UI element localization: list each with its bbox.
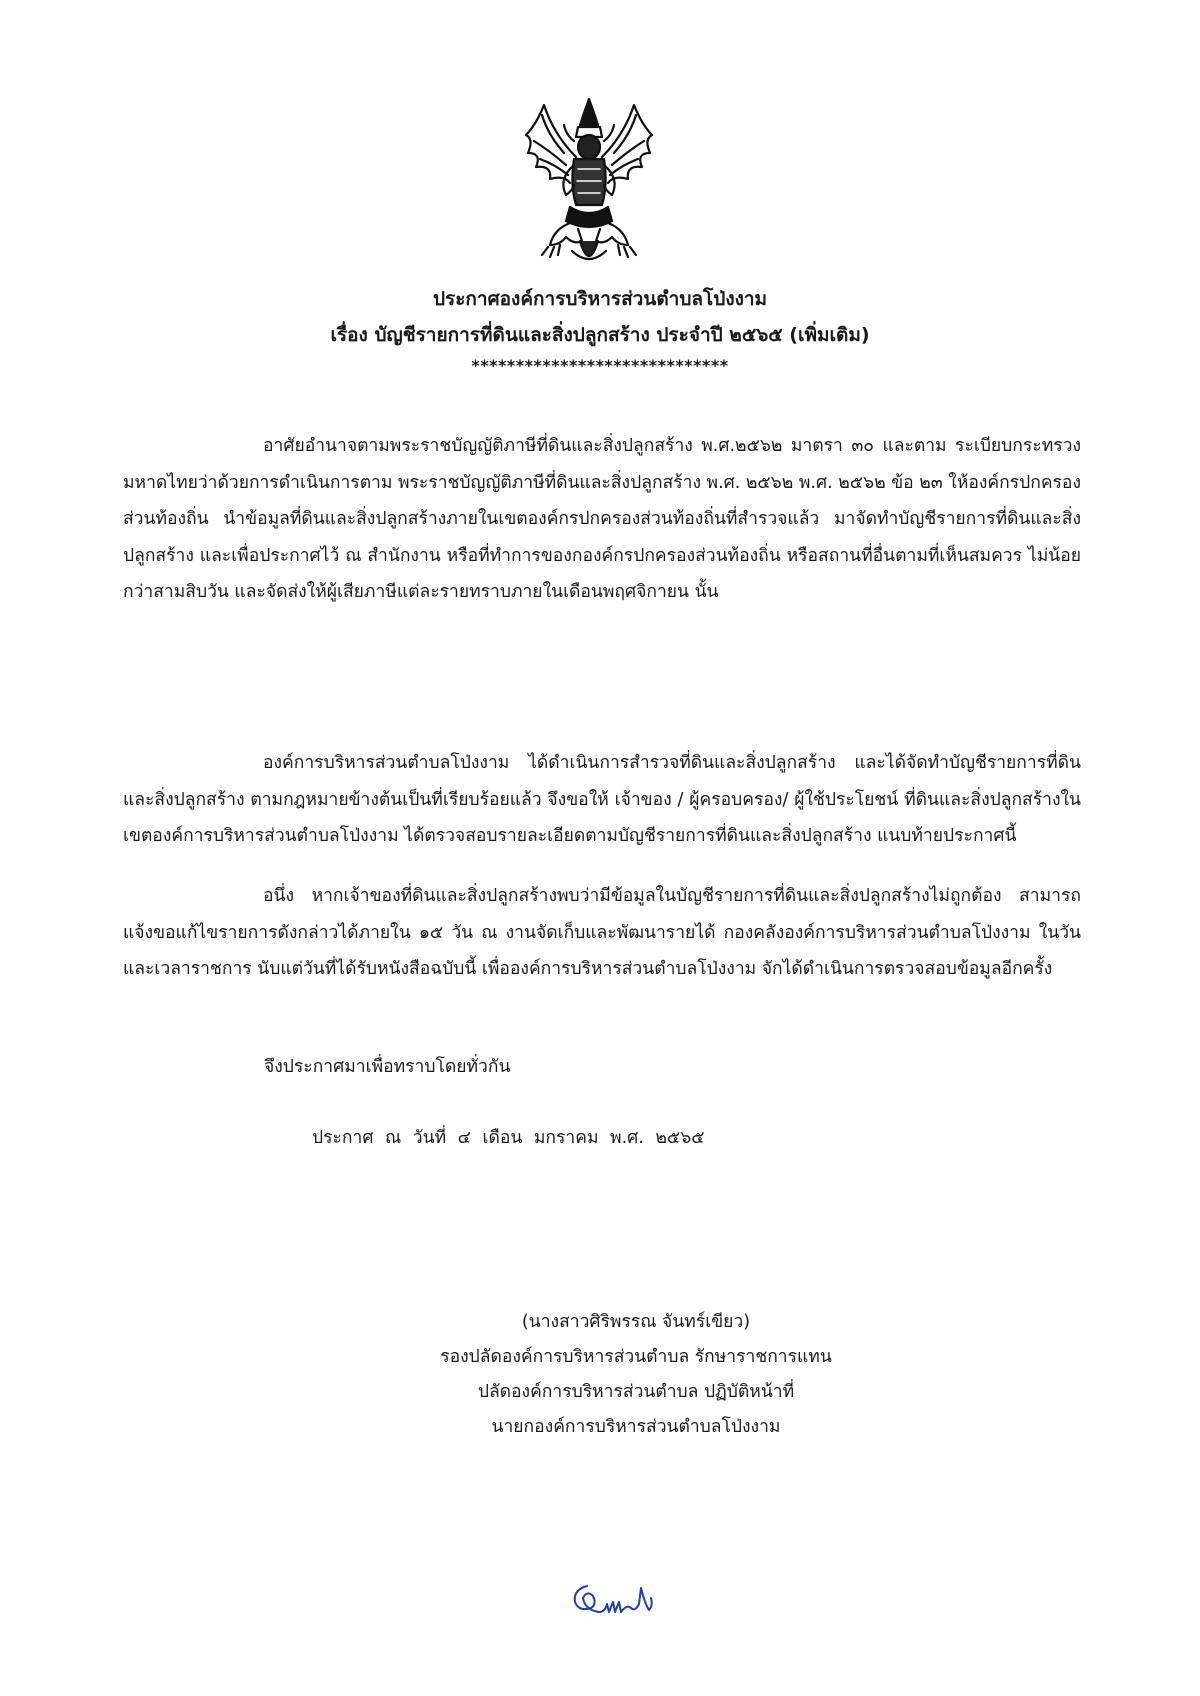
title-separator: *****************************: [471, 356, 729, 375]
body-paragraph-3: อนึ่ง หากเจ้าของที่ดินและสิ่งปลูกสร้างพบว่ามีข้อมูลในบัญชีรายการที่ดินและสิ่งปลูกสร้างไม่ถูกต้อง สามารถแจ้งขอแก้ไขรายการดังกล่าวได้ภายใน ๑๕ วัน ณ งานจัดเก็บและพัฒนารายได้ กองคลังองค์การบริหารส่วนตำบลโป่งงาม ในวันและเวลาราชการ นับแต่วันที่ได้รับหนังสือฉบับนี้ เพื่อองค์การบริหารส่วนตำบลโป่งงาม จักได้ดำเนินการตรวจสอบข้อมูลอีกครั้ง: [123, 886, 1081, 979]
signatory-name: (นางสาวศิริพรรณ จันทร์เขียว): [521, 1312, 751, 1332]
document-subject: เรื่อง บัญชีรายการที่ดินและสิ่งปลูกสร้าง ประจำปี ๒๕๖๕ (เพิ่มเติม): [330, 324, 870, 346]
document-title: ประกาศองค์การบริหารส่วนตำบลโป่งงาม: [432, 288, 768, 310]
signatory-position-3: นายกองค์การบริหารส่วนตำบลโป่งงาม: [491, 1417, 781, 1437]
closing-statement: จึงประกาศมาเพื่อทราบโดยทั่วกัน: [264, 1057, 511, 1077]
garuda-emblem-icon: [514, 95, 664, 273]
body-paragraph-1: อาศัยอำนาจตามพระราชบัญญัติภาษีที่ดินและสิ่งปลูกสร้าง พ.ศ.๒๕๖๒ มาตรา ๓๐ และตาม ระเบียบกระทรวงมหาดไทยว่าด้วยการดำเนินการตาม พระราชบัญญัติภาษีที่ดินและสิ่งปลูกสร้าง พ.ศ. ๒๕๖๒ พ.ศ. ๒๕๖๒ ข้อ ๒๓ ให้องค์กรปกครองส่วนท้องถิ่น นำข้อมูลที่ดินและสิ่งปลูกสร้างภายในเขตองค์กรปกครองส่วนท้องถิ่นที่สำรวจแล้ว มาจัดทำบัญชีรายการที่ดินและสิ่งปลูกสร้าง และเพื่อประกาศไว้ ณ สำนักงาน หรือที่ทำการของกองค์กรปกครองส่วนท้องถิ่น หรือสถานที่อื่นตามที่เห็นสมควร ไม่น้อยกว่าสามสิบวัน และจัดส่งให้ผู้เสียภาษีแต่ละรายทราบภายในเดือนพฤศจิกายน นั้น: [123, 436, 1081, 602]
body-paragraph-2: องค์การบริหารส่วนตำบลโป่งงาม ได้ดำเนินการสำรวจที่ดินและสิ่งปลูกสร้าง และได้จัดทำบัญชีรายการที่ดินและสิ่งปลูกสร้าง ตามกฎหมายข้างต้นเป็นที่เรียบร้อยแล้ว จึงขอให้ เจ้าของ / ผู้ครอบครอง/ ผู้ใช้ประโยชน์ ที่ดินและสิ่งปลูกสร้างในเขตองค์การบริหารส่วนตำบลโป่งงาม ได้ตรวจสอบรายละเอียดตามบัญชีรายการที่ดินและสิ่งปลูกสร้าง แนบท้ายประกาศนี้: [123, 753, 1081, 846]
handwritten-signature: [565, 1568, 660, 1628]
signatory-position-2: ปลัดองค์การบริหารส่วนตำบล ปฏิบัติหน้าที่: [477, 1382, 795, 1402]
announcement-date: ประกาศ ณ วันที่ ๔ เดือน มกราคม พ.ศ. ๒๕๖๕: [312, 1128, 705, 1148]
signatory-position-1: รองปลัดองค์การบริหารส่วนตำบล รักษาราชการแทน: [440, 1347, 832, 1367]
